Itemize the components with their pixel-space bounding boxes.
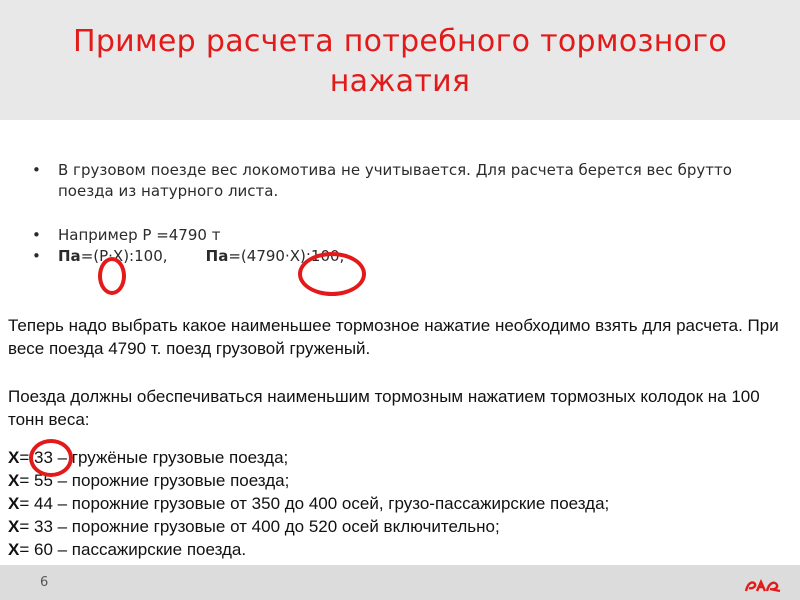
highlight-circle-weight [298,252,366,296]
paragraph-requirements: Поезда должны обеспечиваться наименьшим тормозным нажатием тормозных колодок на 100 тонн веса: [8,387,760,429]
page-number: 6 [40,575,49,590]
slide-title: Пример расчета потребного тормозного нажатия [72,24,728,99]
bullet-list [32,160,752,267]
bullet-item: • В грузовом поезде вес локомотива не учитывается. Для расчета берется вес брутто поезда из натурного листа. [32,160,752,202]
x-item: Х= 33 – порожние грузовые от 400 до 520 осей включительно; [8,517,500,536]
highlight-circle-x33 [29,439,73,477]
formula-var: Па [58,247,81,265]
rzd-logo-icon [744,578,784,594]
formula-expression: =(Р·Х):100, [80,247,168,265]
highlight-circle-p [98,257,126,295]
x-item: Х= 60 – пассажирские поезда. [8,540,247,559]
paragraph-choose-pressure: Теперь надо выбрать какое наименьшее тормозное нажатие необходимо взять для расчета. При весе поезда 4790 т. поезд грузовой груженый. [8,316,779,358]
x-item: Х= 44 – порожние грузовые от 350 до 400 осей, грузо-пассажирские поезда; [8,494,610,513]
formula-line [32,246,752,267]
bullet-item: • Например Р =4790 т [32,225,752,246]
footer-band [0,565,800,600]
x-item: Х= 55 – порожние грузовые поезда; [8,471,290,490]
formula-expression: =(4790·Х):100, [228,247,345,265]
x-values-list [8,446,793,561]
x-item: Х= 33 – гружёные грузовые поезда; [8,448,289,467]
formula-var: Па [205,247,229,265]
